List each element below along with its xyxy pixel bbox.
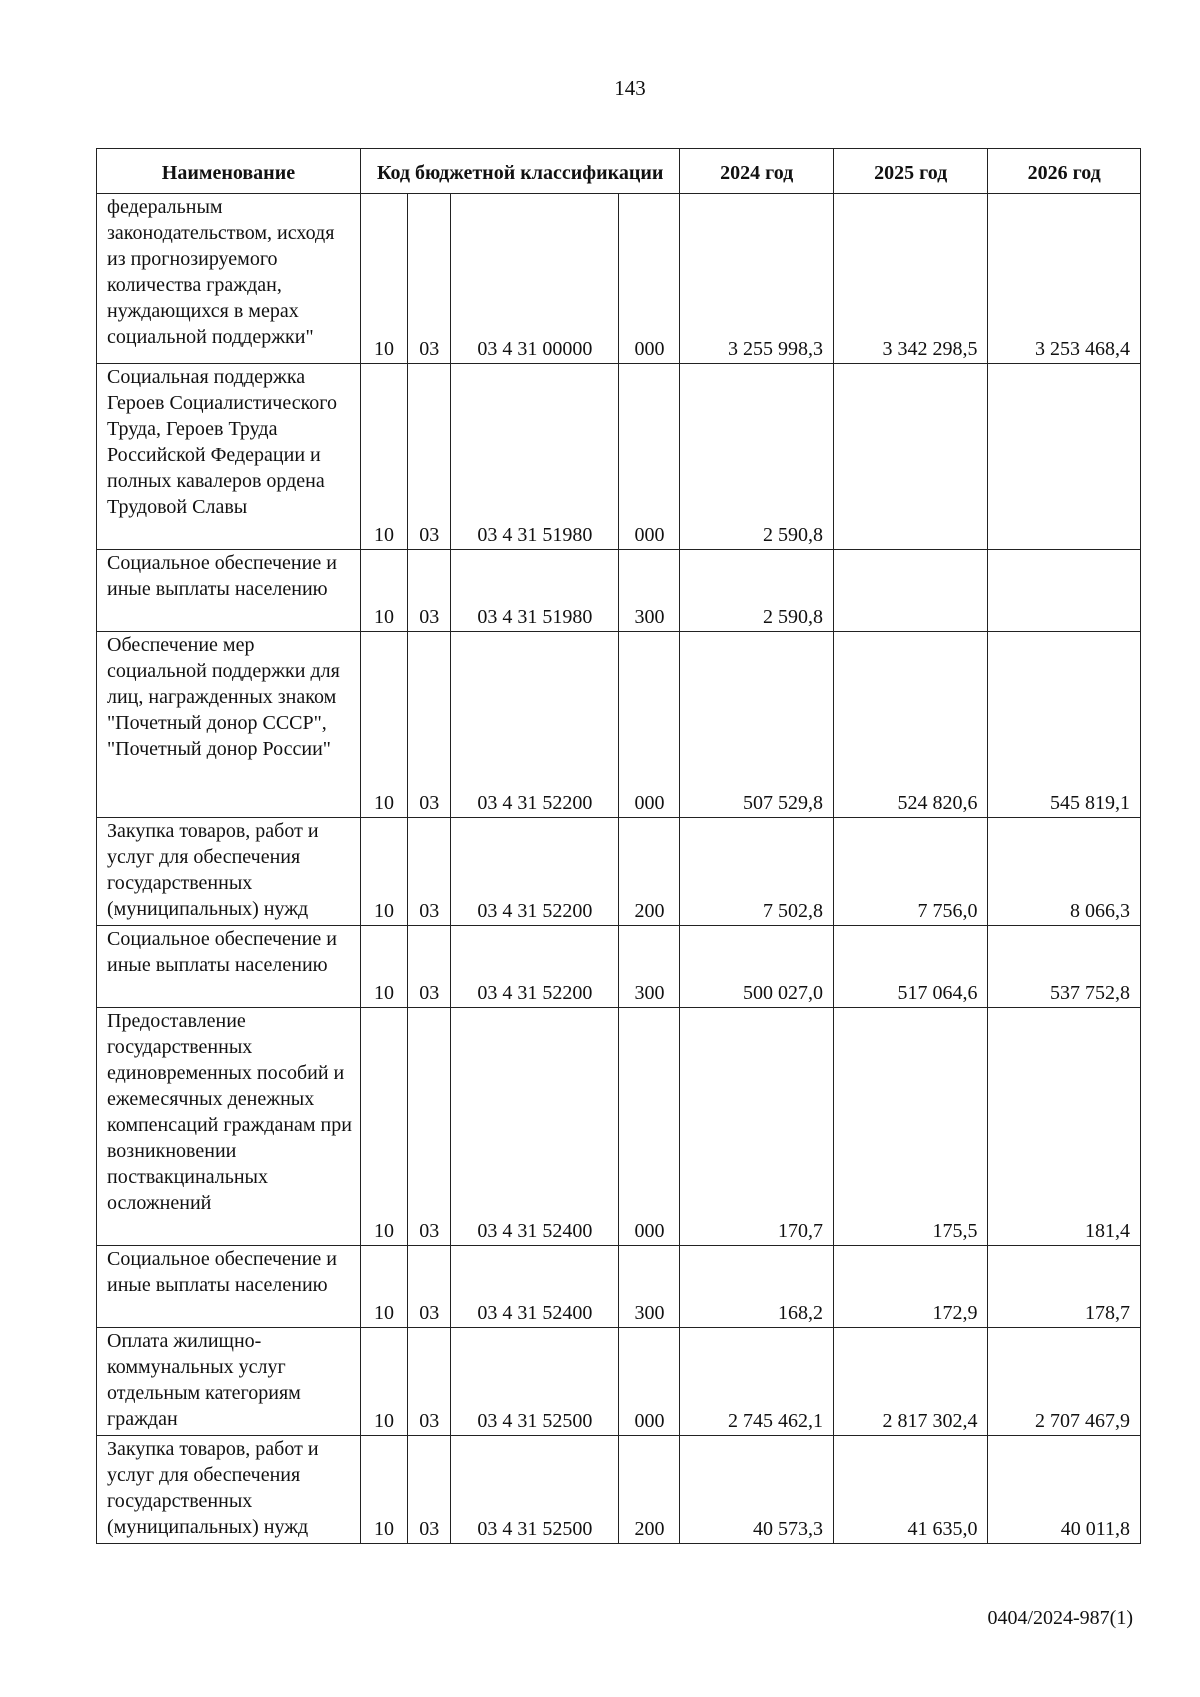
row-amount-2024: 2 745 462,1: [680, 1328, 833, 1436]
table-row: [97, 926, 1141, 1008]
row-amount-2024: 2 590,8: [680, 364, 833, 550]
row-name: Социальное обеспечение и иные выплаты населению: [97, 1246, 361, 1328]
header-2026: 2026 год: [988, 149, 1141, 194]
row-amount-2025: 517 064,6: [833, 926, 988, 1008]
row-amount-2025: 524 820,6: [833, 632, 988, 818]
row-target-article: 03 4 31 00000: [451, 194, 619, 364]
table-row: [97, 1436, 1141, 1544]
row-subsection: 03: [408, 364, 451, 550]
row-amount-2025: 175,5: [833, 1008, 988, 1246]
row-section: 10: [360, 1008, 407, 1246]
row-name: Закупка товаров, работ и услуг для обеспечения государственных (муниципальных) нужд: [97, 818, 361, 926]
row-expense-type: 000: [619, 1328, 680, 1436]
row-amount-2026: 8 066,3: [988, 818, 1141, 926]
row-target-article: 03 4 31 52200: [451, 632, 619, 818]
row-subsection: 03: [408, 632, 451, 818]
row-subsection: 03: [408, 1008, 451, 1246]
row-amount-2024: 3 255 998,3: [680, 194, 833, 364]
row-target-article: 03 4 31 52500: [451, 1328, 619, 1436]
row-amount-2025: [833, 550, 988, 632]
row-name: Закупка товаров, работ и услуг для обеспечения государственных (муниципальных) нужд: [97, 1436, 361, 1544]
row-amount-2025: 3 342 298,5: [833, 194, 988, 364]
row-expense-type: 000: [619, 364, 680, 550]
table-row: [97, 194, 1141, 364]
row-target-article: 03 4 31 52400: [451, 1246, 619, 1328]
row-target-article: 03 4 31 52400: [451, 1008, 619, 1246]
row-section: 10: [360, 1436, 407, 1544]
table-row: [97, 550, 1141, 632]
row-amount-2025: 172,9: [833, 1246, 988, 1328]
row-target-article: 03 4 31 52200: [451, 926, 619, 1008]
row-amount-2025: 41 635,0: [833, 1436, 988, 1544]
row-expense-type: 200: [619, 1436, 680, 1544]
row-target-article: 03 4 31 52200: [451, 818, 619, 926]
header-code: Код бюджетной классификации: [360, 149, 680, 194]
row-amount-2026: 545 819,1: [988, 632, 1141, 818]
row-amount-2026: [988, 364, 1141, 550]
row-name: Оплата жилищно-коммунальных услуг отдельным категориям граждан: [97, 1328, 361, 1436]
row-amount-2024: 40 573,3: [680, 1436, 833, 1544]
row-section: 10: [360, 632, 407, 818]
table-header-row: [97, 149, 1141, 194]
row-amount-2026: 2 707 467,9: [988, 1328, 1141, 1436]
row-subsection: 03: [408, 1246, 451, 1328]
table-row: [97, 1008, 1141, 1246]
row-amount-2026: 3 253 468,4: [988, 194, 1141, 364]
row-subsection: 03: [408, 1436, 451, 1544]
document-code: 0404/2024-987(1): [987, 1607, 1133, 1629]
row-amount-2024: 7 502,8: [680, 818, 833, 926]
table-row: [97, 818, 1141, 926]
row-amount-2026: 40 011,8: [988, 1436, 1141, 1544]
row-expense-type: 000: [619, 1008, 680, 1246]
table-row: [97, 1246, 1141, 1328]
row-name: федеральным законодательством, исходя из прогнозируемого количества граждан, нуждающихся в мерах социальной поддержки": [97, 194, 361, 364]
row-amount-2025: 2 817 302,4: [833, 1328, 988, 1436]
page-number: 143: [614, 76, 646, 100]
row-section: 10: [360, 550, 407, 632]
row-amount-2024: 168,2: [680, 1246, 833, 1328]
row-amount-2024: 507 529,8: [680, 632, 833, 818]
row-section: 10: [360, 818, 407, 926]
row-amount-2026: [988, 550, 1141, 632]
row-expense-type: 200: [619, 818, 680, 926]
row-amount-2026: 537 752,8: [988, 926, 1141, 1008]
budget-table: [96, 148, 1141, 1544]
table-row: [97, 1328, 1141, 1436]
row-amount-2024: 2 590,8: [680, 550, 833, 632]
row-name: Обеспечение мер социальной поддержки для лиц, награжденных знаком "Почетный донор СССР", "Почетный донор России": [97, 632, 361, 818]
row-amount-2024: 500 027,0: [680, 926, 833, 1008]
table-row: [97, 364, 1141, 550]
header-2024: 2024 год: [680, 149, 833, 194]
row-amount-2024: 170,7: [680, 1008, 833, 1246]
row-section: 10: [360, 364, 407, 550]
row-section: 10: [360, 194, 407, 364]
row-amount-2026: 178,7: [988, 1246, 1141, 1328]
row-target-article: 03 4 31 52500: [451, 1436, 619, 1544]
row-subsection: 03: [408, 1328, 451, 1436]
row-amount-2025: 7 756,0: [833, 818, 988, 926]
row-subsection: 03: [408, 926, 451, 1008]
row-section: 10: [360, 1328, 407, 1436]
row-section: 10: [360, 1246, 407, 1328]
table-row: [97, 632, 1141, 818]
row-target-article: 03 4 31 51980: [451, 550, 619, 632]
row-name: Социальное обеспечение и иные выплаты населению: [97, 926, 361, 1008]
row-subsection: 03: [408, 550, 451, 632]
row-expense-type: 300: [619, 1246, 680, 1328]
row-target-article: 03 4 31 51980: [451, 364, 619, 550]
row-amount-2025: [833, 364, 988, 550]
row-expense-type: 000: [619, 194, 680, 364]
row-expense-type: 000: [619, 632, 680, 818]
row-section: 10: [360, 926, 407, 1008]
row-name: Социальное обеспечение и иные выплаты населению: [97, 550, 361, 632]
row-subsection: 03: [408, 818, 451, 926]
row-name: Социальная поддержка Героев Социалистического Труда, Героев Труда Российской Федерации и полных кавалеров ордена Трудовой Славы: [97, 364, 361, 550]
row-amount-2026: 181,4: [988, 1008, 1141, 1246]
row-expense-type: 300: [619, 550, 680, 632]
header-name: Наименование: [97, 149, 361, 194]
header-2025: 2025 год: [833, 149, 988, 194]
row-subsection: 03: [408, 194, 451, 364]
row-name: Предоставление государственных единовременных пособий и ежемесячных денежных компенсаций гражданам при возникновении поствакцинальных осложнений: [97, 1008, 361, 1246]
row-expense-type: 300: [619, 926, 680, 1008]
